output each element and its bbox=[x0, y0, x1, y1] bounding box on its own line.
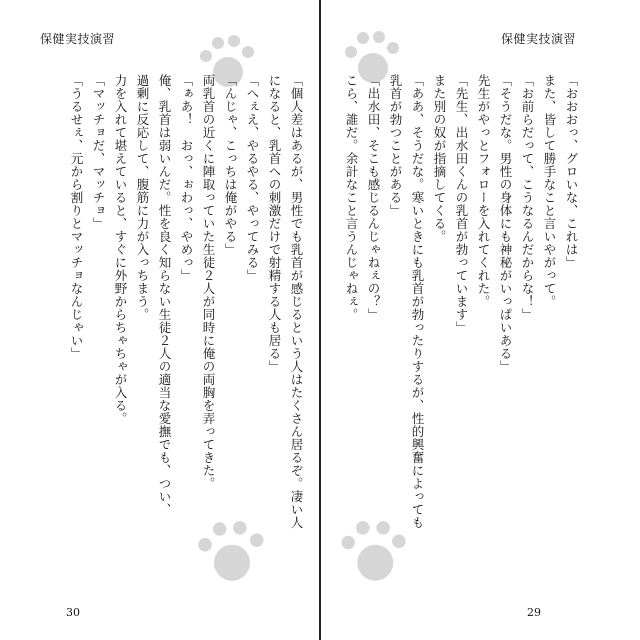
text-line: 先生がやっとフォローを入れてくれた。 bbox=[476, 74, 491, 308]
page-number: 30 bbox=[66, 606, 80, 619]
right-page bbox=[321, 0, 640, 640]
text-line: 乳首が勃つことがある」 bbox=[388, 74, 403, 217]
text-line: 「ぁあ！ おっ、ぉわっ、やめっ」 bbox=[179, 74, 194, 282]
text-line: 「マッチョだ、マッチョ」 bbox=[91, 74, 106, 230]
running-head: 保健実技演習 bbox=[501, 32, 577, 46]
text-line: 力を入れて堪えていると、すぐに外野からちゃちゃが入る。 bbox=[113, 74, 128, 425]
text-line: 「おおおっ、グロいな、これは」 bbox=[564, 74, 579, 269]
text-line: 「個人差はあるが、男性でも乳首が感じるという人はたくさん居るぞ。凄い人 bbox=[289, 74, 304, 529]
page-number: 29 bbox=[527, 606, 541, 619]
text-line: 「ああ、そうだな。寒いときにも乳首が勃ったりするが、性的興奮によっても bbox=[410, 74, 425, 529]
text-line: 「お前らだって、こうなるんだからな！」 bbox=[520, 74, 535, 321]
text-line: また、皆して勝手なこと言いやがって。 bbox=[542, 74, 557, 308]
left-page bbox=[0, 0, 319, 640]
body-text bbox=[344, 74, 582, 574]
text-line: 「先生、出水田くんの乳首が勃っています」 bbox=[454, 74, 469, 334]
running-head: 保健実技演習 bbox=[40, 32, 116, 46]
text-line: 「へぇえ、やるやる、やってみる」 bbox=[245, 74, 260, 282]
text-line: になると、乳首への刺激だけで射精する人も居る」 bbox=[267, 74, 282, 373]
text-line: また別の奴が指摘してくる。 bbox=[432, 74, 447, 243]
text-line: 「そうだな。男性の身体にも神秘がいっぱいある」 bbox=[498, 74, 513, 373]
text-line: 「んじゃ、こっちは俺がやる」 bbox=[223, 74, 238, 256]
text-line: 「出水田、そこも感じるんじゃねぇの？」 bbox=[366, 74, 381, 321]
body-text bbox=[0, 74, 307, 574]
text-line: こら、誰だ。余計なこと言うんじゃねぇ。 bbox=[344, 74, 359, 321]
text-line: 「うるせぇ、元から割りとマッチョなんじゃい」 bbox=[69, 74, 84, 360]
text-line: 俺、乳首は弱いんだ。性を良く知らない生徒２人の適当な愛撫でも、つい、 bbox=[157, 74, 172, 516]
text-line: 両乳首の近くに陣取っていた生徒２人が同時に俺の両胸を弄ってきた。 bbox=[201, 74, 216, 490]
text-line: 過剰に反応して、腹筋に力が入っちまう。 bbox=[135, 74, 150, 321]
